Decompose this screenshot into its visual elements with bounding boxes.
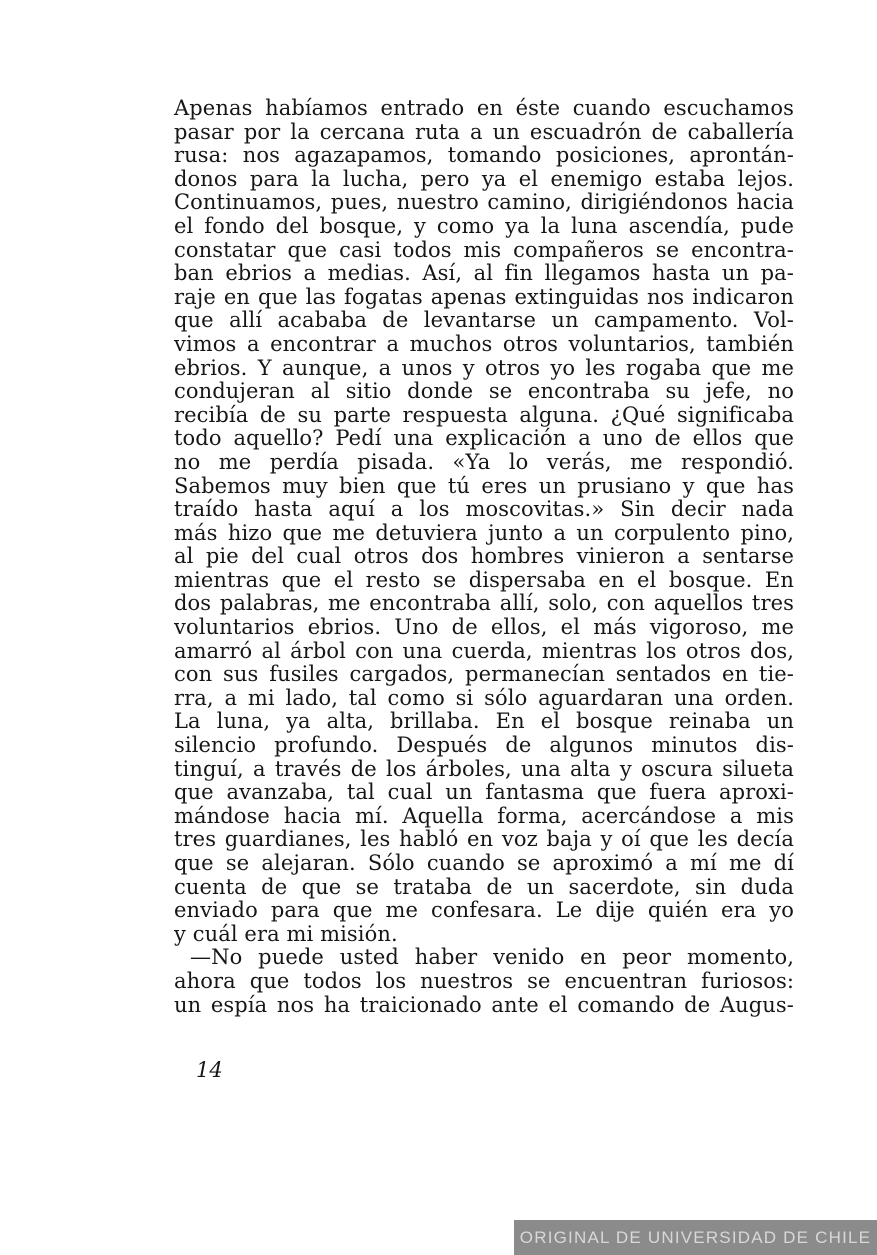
- text-line: dos palabras, me encontraba allí, solo, con aquellos tres: [174, 591, 794, 616]
- text-line: voluntarios ebrios. Uno de ellos, el más vigoroso, me: [174, 615, 794, 640]
- text-line: que se alejaran. Sólo cuando se aproximó a mí me dí: [174, 851, 794, 875]
- text-line: constatar que casi todos mis compañeros se encontra-: [174, 237, 794, 262]
- text-line: —No puede usted haber venido en peor momento,: [190, 945, 794, 970]
- text-line: traído hasta aquí a los moscovitas.» Sin decir nada: [174, 497, 794, 522]
- text-line: La luna, ya alta, brillaba. En el bosque reinaba un: [174, 709, 794, 734]
- text-line: rusa: nos agazapamos, tomando posiciones, aprontán-: [174, 143, 794, 168]
- text-line: Sabemos muy bien que tú eres un prusiano y que has: [174, 473, 794, 498]
- text-line: al pie del cual otros dos hombres vinieron a sentarse: [174, 544, 794, 569]
- text-line: que allí acababa de levantarse un campamento. Vol-: [174, 308, 794, 333]
- text-line: recibía de su parte respuesta alguna. ¿Qué significaba: [174, 402, 794, 427]
- text-line: vimos a encontrar a muchos otros voluntarios, también: [174, 331, 794, 356]
- text-line: todo aquello? Pedí una explicación a uno de ellos que: [174, 426, 794, 451]
- text-line: enviado para que me confesara. Le dije quién era yo: [174, 898, 794, 923]
- text-line: ban ebrios a medias. Así, al fin llegamos hasta un pa-: [174, 261, 794, 286]
- text-line: tinguí, a través de los árboles, una alta y oscura silueta: [174, 756, 794, 781]
- text-line: y cuál era mi misión.: [174, 921, 398, 946]
- text-line: donos para la lucha, pero ya el enemigo estaba lejos.: [174, 166, 794, 191]
- text-line: condujeran al sitio donde se encontraba su jefe, no: [174, 379, 794, 404]
- text-line: Continuamos, pues, nuestro camino, dirigiéndonos hacia: [174, 190, 794, 215]
- page-number: 14: [196, 1058, 223, 1082]
- text-line: cuenta de que se trataba de un sacerdote, sin duda: [174, 874, 794, 899]
- text-line: ahora que todos los nuestros se encuentran furiosos:: [174, 968, 794, 993]
- text-line: silencio profundo. Después de algunos minutos dis-: [174, 733, 794, 758]
- text-line: ebrios. Y aunque, a unos y otros yo les rogaba que me: [174, 355, 794, 380]
- text-line: raje en que las fogatas apenas extinguidas nos indicaron: [174, 284, 794, 309]
- text-line: el fondo del bosque, y como ya la luna ascendía, pude: [174, 213, 794, 238]
- text-line: con sus fusiles cargados, permanecían sentados en tie-: [174, 662, 794, 687]
- text-line: más hizo que me detuviera junto a un corpulento pino,: [174, 520, 794, 545]
- text-line: mientras que el resto se dispersaba en el bosque. En: [174, 567, 794, 592]
- text-line: un espía nos ha traicionado ante el comando de Augus-: [174, 992, 794, 1017]
- body-text: [174, 97, 794, 1017]
- text-line: rra, a mi lado, tal como si sólo aguardaran una orden.: [174, 685, 794, 710]
- text-line: amarró al árbol con una cuerda, mientras los otros dos,: [174, 638, 794, 663]
- text-line: no me perdía pisada. «Ya lo verás, me respondió.: [174, 449, 794, 474]
- text-line: tres guardianes, les habló en voz baja y oí que les decía: [174, 827, 794, 852]
- text-line: que avanzaba, tal cual un fantasma que fuera aproxi-: [174, 780, 794, 805]
- watermark-text: ORIGINAL DE UNIVERSIDAD DE CHILE: [519, 1227, 872, 1247]
- watermark-banner: [514, 1220, 877, 1255]
- text-line: mándose hacia mí. Aquella forma, acercándose a mis: [174, 803, 794, 828]
- text-line: pasar por la cercana ruta a un escuadrón de caballería: [174, 119, 794, 144]
- text-line: Apenas habíamos entrado en éste cuando escuchamos: [174, 96, 794, 120]
